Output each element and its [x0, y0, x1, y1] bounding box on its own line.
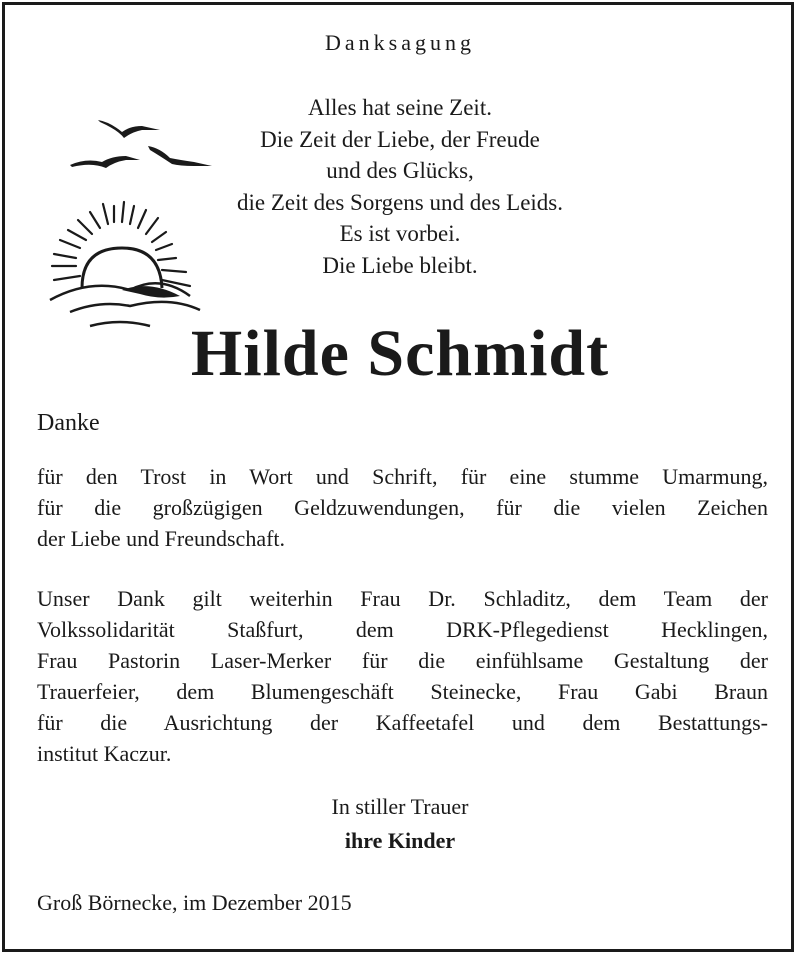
paragraph-line: Volkssolidarität Staßfurt, dem DRK-Pflegedienst Hecklingen, — [37, 617, 768, 642]
poem-line: und des Glücks, — [326, 158, 474, 183]
notice-heading: Danksagung — [325, 30, 475, 55]
thanks-paragraph — [37, 461, 768, 554]
paragraph-line: Unser Dank gilt weiterhin Frau Dr. Schladitz, dem Team der — [37, 586, 768, 611]
salutation: Danke — [37, 410, 100, 436]
deceased-name: Hilde Schmidt — [190, 317, 610, 390]
place-date: Groß Börnecke, im Dezember 2015 — [37, 890, 352, 915]
paragraph-line: Trauerfeier, dem Blumengeschäft Steinecke, Frau Gabi Braun — [37, 679, 768, 704]
paragraph-line: für die großzügigen Geldzuwendungen, für die vielen Zeichen — [37, 495, 768, 520]
poem — [160, 92, 640, 281]
closing-block — [0, 790, 800, 858]
poem-line: die Zeit des Sorgens und des Leids. — [237, 189, 563, 215]
poem-line: Die Liebe bleibt. — [322, 252, 478, 278]
sun-icon — [82, 248, 162, 288]
poem-line: Es ist vorbei. — [339, 221, 461, 246]
paragraph-line: für die Ausrichtung der Kaffeetafel und dem Bestattungs- — [37, 710, 768, 735]
poem-line: Die Zeit der Liebe, der Freude — [260, 126, 540, 152]
paragraph-line: für den Trost in Wort und Schrift, für eine stumme Umarmung, — [37, 464, 768, 489]
paragraph-line: Frau Pastorin Laser-Merker für die einfühlsame Gestaltung der — [37, 648, 768, 673]
acknowledgements-paragraph — [37, 583, 768, 769]
paragraph-line: der Liebe und Freundschaft. — [37, 526, 286, 551]
poem-line: Alles hat seine Zeit. — [308, 95, 492, 120]
signature: ihre Kinder — [344, 828, 456, 853]
closing-line: In stiller Trauer — [331, 794, 469, 819]
paragraph-line: institut Kaczur. — [37, 741, 172, 766]
